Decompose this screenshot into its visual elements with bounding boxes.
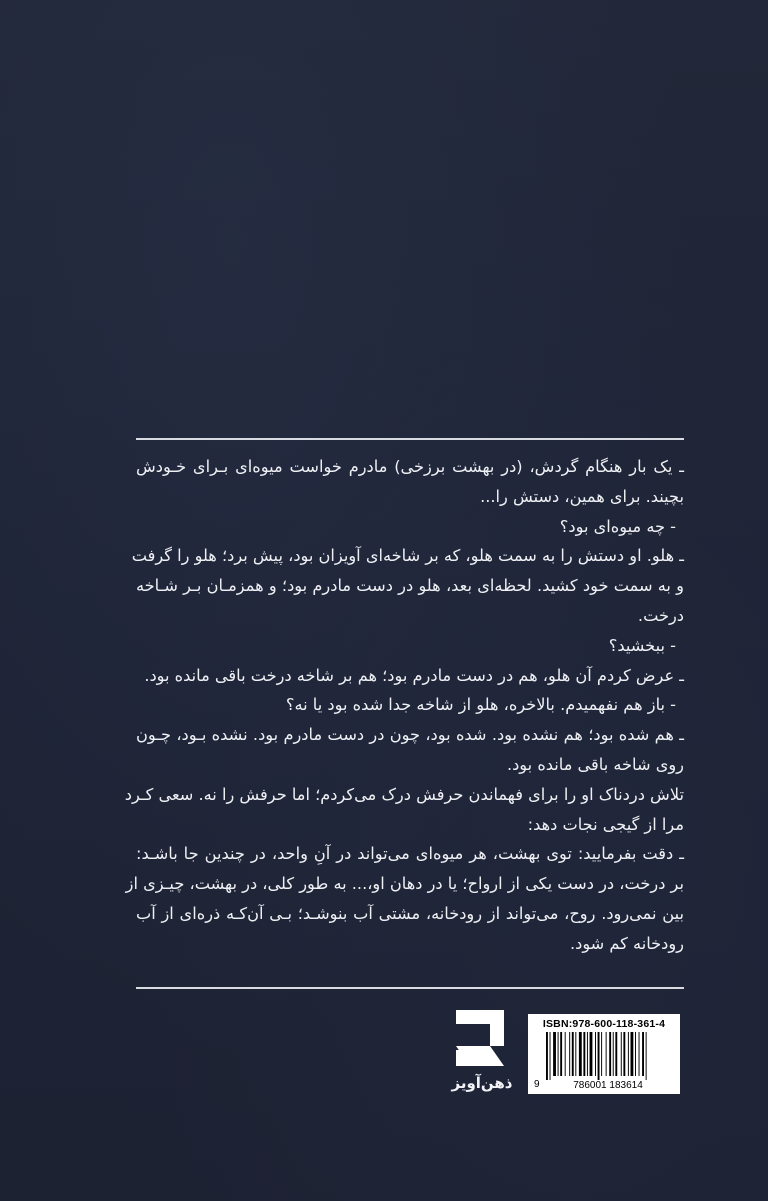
text-line: - ببخشید؟ [608, 635, 676, 655]
dialog-paragraph [136, 452, 684, 512]
barcode-bar [558, 1032, 559, 1076]
barcode-bar [553, 1032, 556, 1076]
barcode-bar [639, 1032, 640, 1076]
text-line: تلاش دردناک او را برای فهماندن حرفش درک می‌کردم؛ اما حرفش را نه. سعی کـرد [124, 784, 684, 804]
text-line: روی شاخه باقی مانده بود. [506, 754, 684, 774]
barcode-lead-digit: 9 [534, 1079, 540, 1090]
text-line: رودخانه کم شود. [569, 933, 684, 953]
top-divider [136, 438, 684, 440]
barcode-bar [613, 1032, 614, 1076]
question-paragraph [136, 512, 684, 542]
dialog-paragraph [125, 839, 684, 958]
barcode-bar [606, 1032, 607, 1076]
text-line: ـ عرض کردم آن هلو، هم در دست مادرم بود؛ هم بر شاخه درخت باقی مانده بود. [144, 665, 684, 685]
text-line: بچیند. برای همین، دستش را... [480, 486, 684, 506]
barcode-digits: 786001 183614 [573, 1080, 643, 1090]
barcode-bar [601, 1032, 602, 1076]
text-line: - چه میوه‌ای بود؟ [559, 516, 676, 536]
question-paragraph [136, 631, 684, 661]
barcode-bar [635, 1032, 636, 1076]
dialog-paragraph [136, 661, 684, 691]
bottom-divider [136, 987, 684, 989]
publisher-logo [448, 1006, 516, 1102]
barcode-bar [546, 1032, 548, 1080]
dialog-paragraph [131, 541, 684, 630]
barcode-bar [569, 1032, 570, 1076]
barcode-bar [621, 1032, 622, 1076]
text-line: بین نمی‌رود. روح، می‌تواند از رودخانه، مشتی آب بنوشـد؛ بـی آن‌کـه ذره‌ای از آب [136, 903, 684, 923]
question-paragraph [136, 690, 684, 720]
publisher-mark-icon [448, 1006, 512, 1070]
text-line: مرا از گیجی نجات دهد: [527, 814, 684, 834]
barcode-bar [595, 1032, 596, 1076]
text-line: - باز هم نفهمیدم. بالاخره، هلو از شاخه جدا شده بود یا نه؟ [285, 695, 676, 715]
barcode-bar [631, 1032, 634, 1076]
text-line: درخت. [637, 605, 684, 625]
dialog-paragraph [136, 720, 684, 780]
barcode-bar [550, 1032, 551, 1080]
barcode-bar [609, 1032, 611, 1076]
barcode-bar [598, 1032, 600, 1080]
text-line: ـ یک بار هنگام گردش، (در بهشت برزخی) مادرم خواست میوه‌ای بـرای خـودش [136, 457, 684, 476]
barcode-bar [646, 1032, 647, 1080]
barcode-bar [587, 1032, 588, 1076]
barcode-bar [623, 1032, 625, 1076]
text-line: ـ هلو. او دستش را به سمت هلو، که بر شاخه‌ای آویزان بود، پیش برد؛ هلو را گرفت [131, 546, 684, 566]
barcode-bar [565, 1032, 566, 1076]
barcode-bar [615, 1032, 617, 1076]
barcode-bar [590, 1032, 593, 1076]
text-line: ـ هم شده بود؛ هم نشده بود. شده بود، چون در دست مادرم بود. نشده بـود، چـون [136, 725, 684, 745]
narration-paragraph [124, 780, 684, 840]
text-line: و به سمت خود کشید. لحظه‌ای بعد، هلو در دست مادرم بود؛ و همزمـان بـر شـاخه [136, 576, 684, 596]
barcode-bars [544, 1032, 672, 1090]
barcode-bar [579, 1032, 582, 1076]
barcode-bar [575, 1032, 576, 1076]
barcode-bar [560, 1032, 562, 1076]
back-cover-excerpt [124, 452, 684, 959]
barcode-bar [628, 1032, 629, 1076]
text-line: ـ دقت بفرمایید: توی بهشت، هر میوه‌ای می‌تواند در آنِ واحد، در چندین جا باشـد: [136, 844, 684, 864]
barcode-bar [572, 1032, 574, 1076]
isbn-label: ISBN:978-600-118-361-4 [542, 1018, 666, 1030]
publisher-name: ذهن‌آویز [451, 1074, 513, 1092]
isbn-barcode [528, 1014, 680, 1094]
barcode-bar [583, 1032, 585, 1076]
barcode-bar [642, 1032, 644, 1076]
text-line: بر درخت، در دست یکی از ارواح؛ یا در دهان او،... به طور کلی، در بهشت، چیـزی از [125, 874, 684, 894]
